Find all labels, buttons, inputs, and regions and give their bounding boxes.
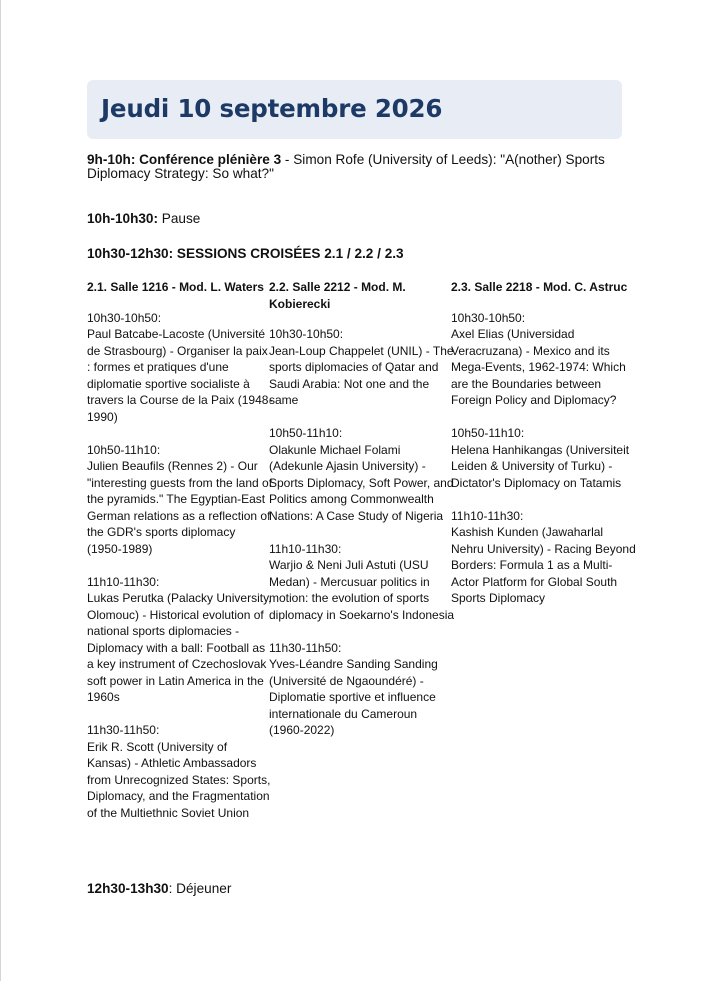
talk-item — [269, 640, 455, 739]
talk-item — [451, 310, 637, 409]
talk-item — [87, 574, 273, 706]
session-column-2-1 — [87, 279, 273, 838]
day-title: Jeudi 10 septembre 2026 — [101, 94, 443, 123]
talk-time: 10h30-10h50: — [451, 310, 526, 325]
talk-text: Paul Batcabe-Lacoste (Université de Strasbourg) - Organiser la paix : formes et pratiques d'une diplomatie sportive socialiste à travers la Course de la Paix (1948-1990) — [87, 327, 273, 424]
talk-item — [269, 326, 455, 409]
talk-item — [87, 442, 273, 558]
talk-text: Kashish Kunden (Jawaharlal Nehru University) - Racing Beyond Borders: Formula 1 as a Multi-Actor Platform for Global South Sports Diplomacy — [451, 525, 636, 605]
page-edge — [0, 0, 1, 981]
pause-time: 10h-10h30: — [87, 211, 159, 226]
lunch-line — [87, 882, 627, 896]
session-column-2-3 — [451, 279, 637, 623]
talk-text: Warjio & Neni Juli Astuti (USU Medan) - Mercusuar politics in motion: the evolution of sports diplomacy in Soekarno's Indonesia — [269, 558, 455, 622]
talk-text: Olakunle Michael Folami (Adekunle Ajasin University) - Sports Diplomacy, Soft Power, and Politics among Commonwealth Nations: A Case Study of Nigeria — [269, 442, 454, 523]
sessions-time: 10h30-12h30: — [87, 246, 174, 261]
talk-item — [451, 425, 637, 491]
talk-text: Helena Hanhikangas (Universiteit Leiden & University of Turku) - Dictator's Diplomacy on Tatamis — [451, 442, 630, 490]
lunch-text: : Déjeuner — [168, 881, 232, 896]
talk-time: 10h30-10h50: — [269, 327, 344, 341]
session-header: 2.3. Salle 2218 - Mod. C. Astruc — [451, 280, 628, 294]
session-header: 2.1. Salle 1216 - Mod. L. Waters — [87, 280, 264, 294]
pause-text: Pause — [158, 211, 201, 226]
talk-time: 11h10-11h30: — [269, 541, 342, 556]
talk-text: Erik R. Scott (University of Kansas) - Athletic Ambassadors from Unrecognized States: Sports, Diplomacy, and the Fragmentation of the Multiethnic Soviet Union — [87, 739, 271, 820]
lunch-time: 12h30-13h30 — [87, 881, 169, 896]
sessions-text: SESSIONS CROISÉES 2.1 / 2.2 / 2.3 — [173, 246, 404, 261]
day-banner — [87, 80, 622, 139]
session-column-2-2 — [269, 279, 455, 755]
talk-time: 10h30-10h50: — [87, 310, 162, 325]
talk-item — [451, 508, 637, 607]
session-header: 2.2. Salle 2212 - Mod. M. Kobierecki — [269, 280, 406, 311]
talk-item — [269, 425, 455, 524]
talk-time: 11h30-11h50: — [87, 723, 160, 737]
pause-line — [87, 212, 627, 226]
talk-item — [269, 541, 455, 624]
talk-time: 11h10-11h30: — [87, 574, 160, 589]
talk-text: Lukas Perutka (Palacky University, Olomouc) - Historical evolution of national sports diplomacies - Diplomacy with a ball: Football as a key instrument of Czechoslovak soft power in Latin America in the 1960s — [87, 591, 272, 704]
talk-text: Axel Elias (Universidad Veracruzana) - Mexico and its Mega-Events, 1962-1974: Which are the Boundaries between Foreign Policy and Diplomacy? — [451, 327, 626, 407]
talk-time: 10h50-11h10: — [87, 442, 161, 457]
talk-text: Yves-Léandre Sanding Sanding (Université de Ngaoundéré) - Diplomatie sportive et influence internationale du Cameroun (1960-2022) — [269, 657, 438, 737]
plenary-time: 9h-10h: Conférence plénière 3 — [87, 152, 282, 167]
plenary-line — [87, 153, 627, 181]
talk-text: Jean-Loup Chappelet (UNIL) - The sports diplomacies of Qatar and Saudi Arabia: Not one and the same — [269, 343, 454, 407]
talk-text: Julien Beaufils (Rennes 2) - Our "interesting guests from the land of the pyramids." The Egyptian-East German relations as a reflection of the GDR's sports diplomacy (1950-1989) — [87, 459, 273, 556]
talk-time: 10h50-11h10: — [269, 426, 343, 440]
talk-item — [87, 722, 273, 821]
sessions-line — [87, 247, 627, 261]
talk-item — [87, 310, 273, 426]
plenary-text: - Simon Rofe (University of Leeds): "A(nother) Sports Diplomacy Strategy: So what?" — [87, 152, 605, 181]
talk-time: 10h50-11h10: — [451, 426, 525, 440]
talk-time: 11h30-11h50: — [269, 640, 342, 655]
talk-time: 11h10-11h30: — [451, 508, 524, 523]
